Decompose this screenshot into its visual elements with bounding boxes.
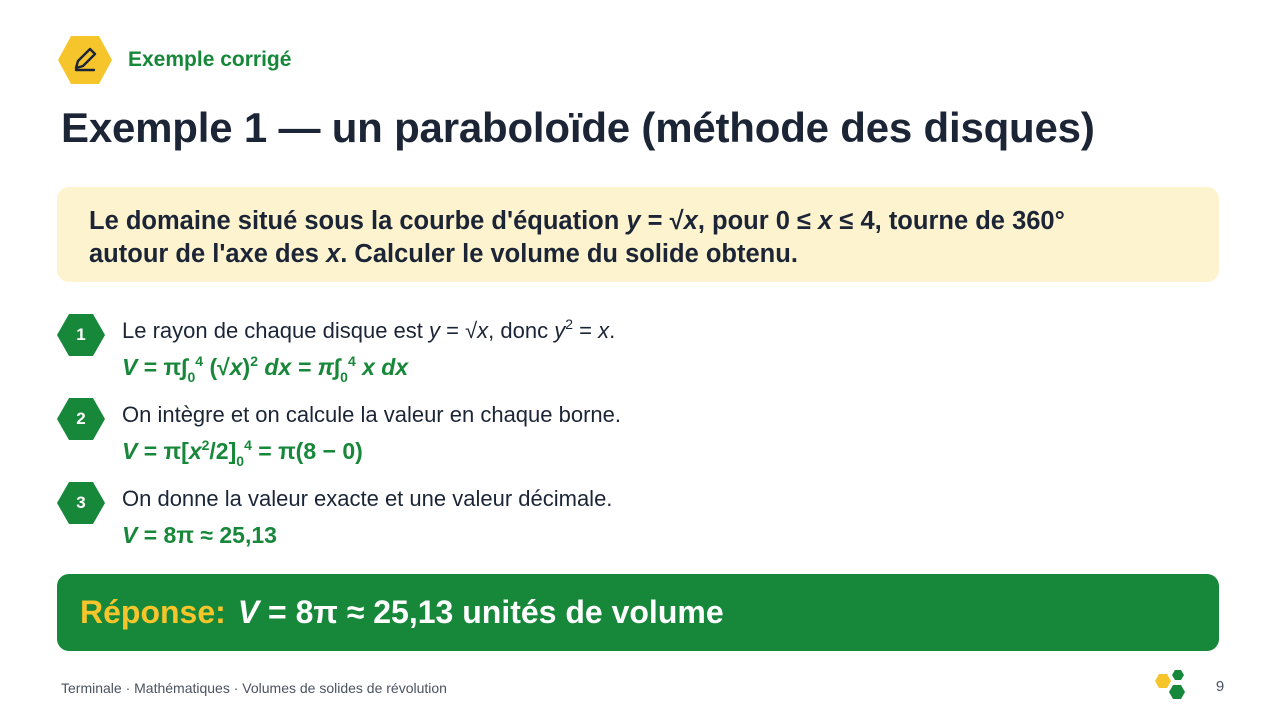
step-text: On intègre et on calcule la valeur en chaque borne. [122, 402, 621, 427]
step-formula: $V = \pi\int_0^4$ $(√x)^2$ dx = $\pi\int_0^4$ x dx [122, 353, 409, 385]
problem-statement [57, 187, 1219, 282]
step-text: On donne la valeur exacte et une valeur décimale. [122, 486, 613, 511]
step-number-badge: 3 [57, 482, 105, 524]
footer-breadcrumb: Terminale · Mathématiques · Volumes de solides de révolution [61, 680, 447, 696]
step-number-badge: 1 [57, 314, 105, 356]
page-title: Exemple 1 — un paraboloïde (méthode des disques) [61, 104, 1095, 151]
step-formula: $V = \pi[x^2/2]_0^4 = \pi(8 - 0)$ [122, 437, 363, 469]
answer-value: V = 8π ≈ 25,13 unités de volume [237, 594, 724, 630]
problem-line-1: Le domaine situé sous la courbe d'équation y = √x, pour 0 ≤ x ≤ 4, tourne de 360° [89, 207, 1065, 235]
step-number-badge: 2 [57, 398, 105, 440]
answer-banner [57, 574, 1219, 651]
pencil-icon [57, 35, 113, 85]
answer-label: Réponse: [80, 594, 226, 630]
page-number: 9 [1215, 678, 1225, 695]
problem-line-2: autour de l'axe des x. Calculer le volume du solide obtenu. [89, 240, 798, 268]
step-text: Le rayon de chaque disque est y = √x, donc $y^2 = x$. [122, 316, 616, 343]
section-header [57, 35, 291, 85]
hexagon-logo-icon [1154, 668, 1188, 700]
section-label: Exemple corrigé [128, 48, 292, 71]
step-formula: V = 8π ≈ 25,13 [122, 522, 277, 548]
